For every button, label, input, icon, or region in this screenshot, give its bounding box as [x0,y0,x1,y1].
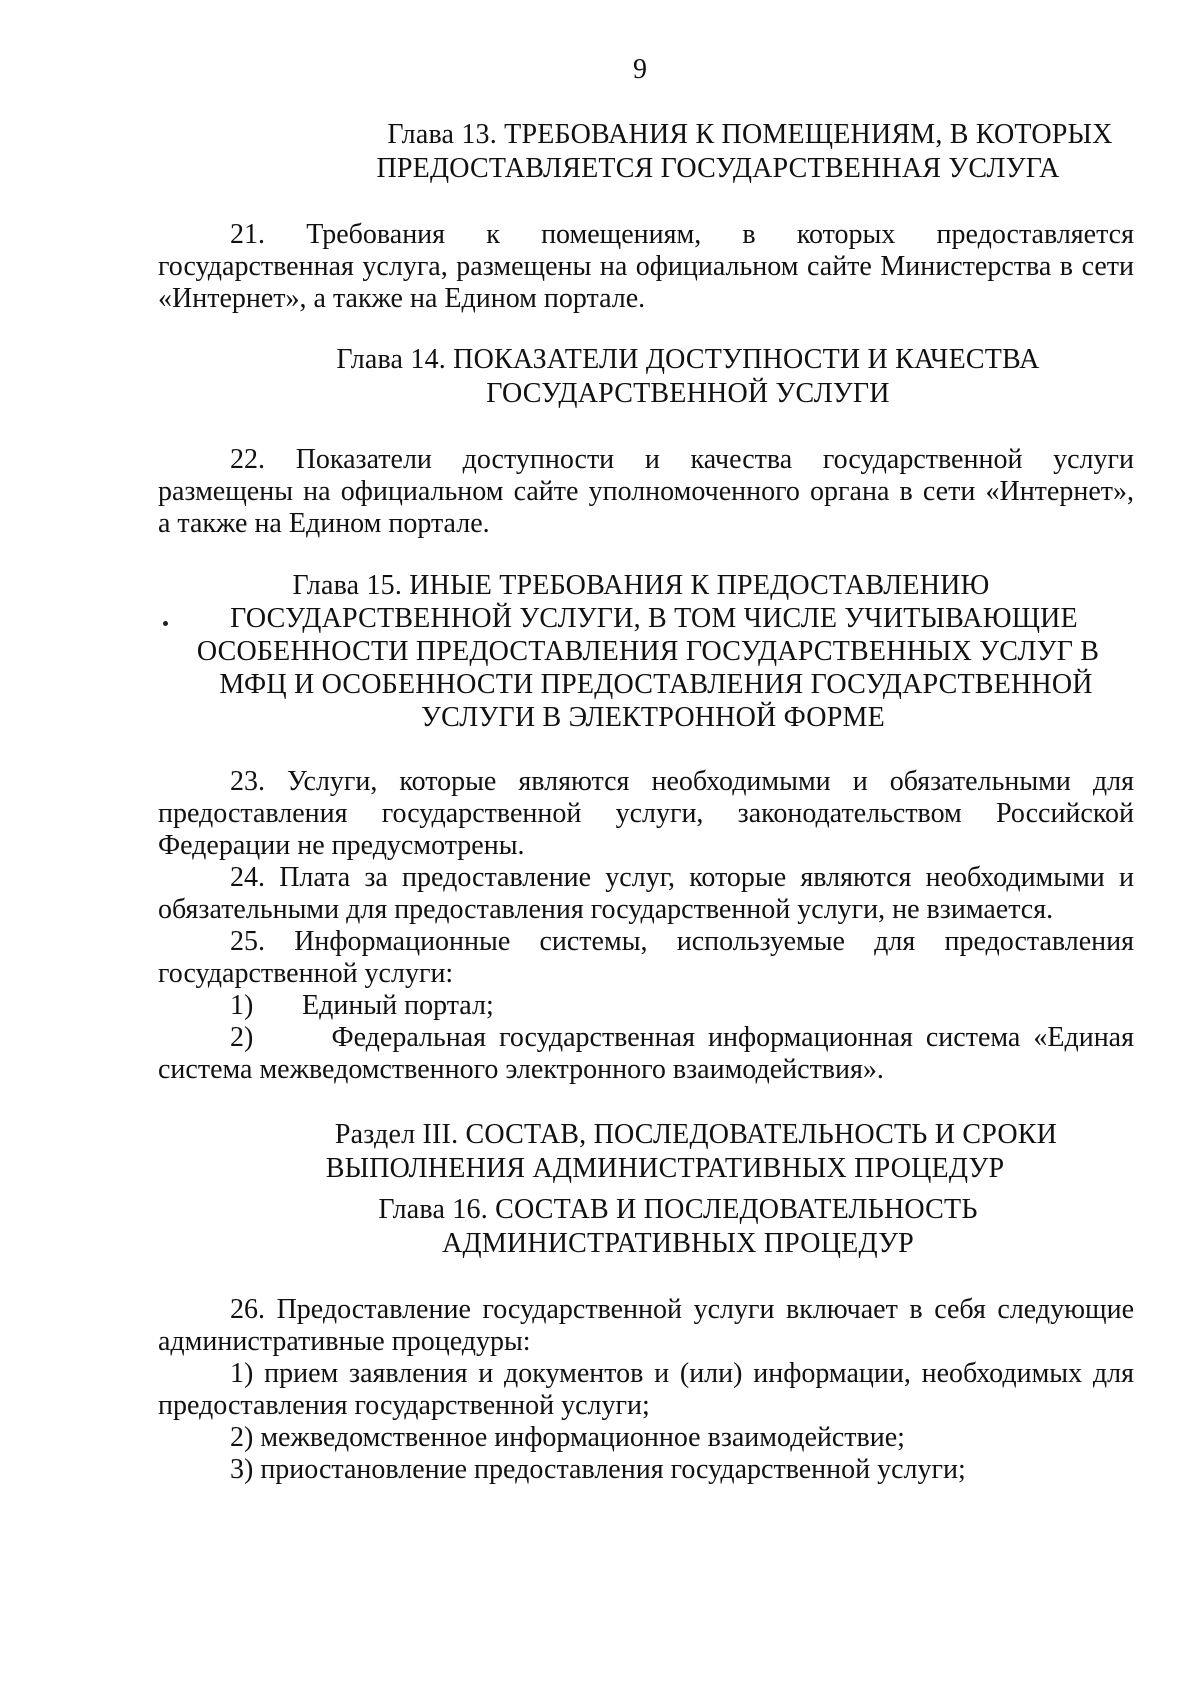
chapter-14-heading [158,343,1200,411]
paragraph-line: 1) прием заявления и документов и (или) информации, необходимых для [230,1358,1134,1389]
list-item-26-3 [158,1454,1134,1486]
heading-line: ОСОБЕННОСТИ ПРЕДОСТАВЛЕНИЯ ГОСУДАРСТВЕННЫХ УСЛУГ В [196,636,1100,667]
paragraph-line: 21. Требования к помещениям, в которых предоставляется [230,219,1134,250]
chapter-16-heading [158,1193,1198,1261]
chapter-15-heading [178,569,1118,734]
paragraph-line: государственная услуга, размещены на официальном сайте Министерства в сети [158,251,1134,282]
paragraph-line: Федерации не предусмотрены. [158,830,525,861]
paragraph-24 [158,862,1134,926]
paragraph-line: предоставления государственной услуги, законодательством Российской [158,798,1134,829]
heading-line: ВЫПОЛНЕНИЯ АДМИНИСТРАТИВНЫХ ПРОЦЕДУР [325,1153,1005,1184]
list-item-26-2 [158,1422,1134,1454]
paragraph-22 [158,444,1134,540]
paragraph-25 [158,926,1134,990]
heading-line: АДМИНИСТРАТИВНЫХ ПРОЦЕДУР [442,1228,914,1259]
heading-line: ГОСУДАРСТВЕННОЙ УСЛУГИ [486,378,890,409]
heading-line: ПРЕДОСТАВЛЯЕТСЯ ГОСУДАРСТВЕННАЯ УСЛУГА [376,153,1060,184]
paragraph-line: государственной услуги: [158,958,454,989]
heading-line: УСЛУГИ В ЭЛЕКТРОННОЙ ФОРМЕ [421,702,885,733]
page-number: 9 [633,54,647,85]
section-3-heading [158,1118,1200,1186]
paragraph-line: 3) приостановление предоставления государственной услуги; [230,1454,966,1485]
list-text: Федеральная государственная информационная система «Единая [331,1022,1134,1053]
paragraph-line: система межведомственного электронного взаимодействия». [158,1054,884,1085]
paragraph-line: административные процедуры: [158,1326,531,1357]
paragraph-line [158,1022,1134,1054]
paragraph-line: «Интернет», а также на Едином портале. [158,283,646,314]
heading-line: Глава 16. СОСТАВ И ПОСЛЕДОВАТЕЛЬНОСТЬ [378,1194,978,1225]
paragraph-line: 26. Предоставление государственной услуги включает в себя следующие [230,1294,1134,1325]
paragraph-line: 23. Услуги, которые являются необходимыми и обязательными для [230,766,1134,797]
paragraph-26 [158,1294,1134,1358]
paragraph-line: предоставления государственной услуги; [158,1390,650,1421]
list-item-26-1 [158,1358,1134,1422]
heading-line: МФЦ И ОСОБЕННОСТИ ПРЕДОСТАВЛЕНИЯ ГОСУДАРСТВЕННОЙ [219,669,1093,700]
stray-mark [163,621,168,626]
heading-line: Глава 13. ТРЕБОВАНИЯ К ПОМЕЩЕНИЯМ, В КОТОРЫХ [387,119,1113,150]
chapter-13-heading [158,118,1200,186]
paragraph-line: 25. Информационные системы, используемые для предоставления [230,926,1134,957]
heading-line: Раздел III. СОСТАВ, ПОСЛЕДОВАТЕЛЬНОСТЬ И СРОКИ [334,1119,1058,1150]
paragraph-line: 2) межведомственное информационное взаимодействие; [230,1422,905,1453]
paragraph-line: обязательными для предоставления государственной услуги, не взимается. [158,894,1054,925]
paragraph-21 [158,219,1134,315]
heading-line: ГОСУДАРСТВЕННОЙ УСЛУГИ, В ТОМ ЧИСЛЕ УЧИТЫВАЮЩИЕ [230,603,1078,634]
paragraph-line: 24. Плата за предоставление услуг, которые являются необходимыми и [230,862,1134,893]
heading-line: Глава 14. ПОКАЗАТЕЛИ ДОСТУПНОСТИ И КАЧЕСТВА [336,344,1040,375]
paragraph-line: а также на Едином портале. [158,508,490,539]
list-item-25-1 [230,990,494,1022]
heading-line: Глава 15. ИНЫЕ ТРЕБОВАНИЯ К ПРЕДОСТАВЛЕНИЮ [292,570,990,601]
paragraph-23 [158,766,1134,862]
paragraph-line: размещены на официальном сайте уполномоченного органа в сети «Интернет», [158,476,1134,507]
list-item-25-2 [158,1022,1134,1086]
list-number: 2) [230,1022,254,1053]
list-number: 1) [230,990,254,1021]
paragraph-line: 22. Показатели доступности и качества государственной услуги [230,444,1134,475]
list-text: Единый портал; [302,990,494,1021]
